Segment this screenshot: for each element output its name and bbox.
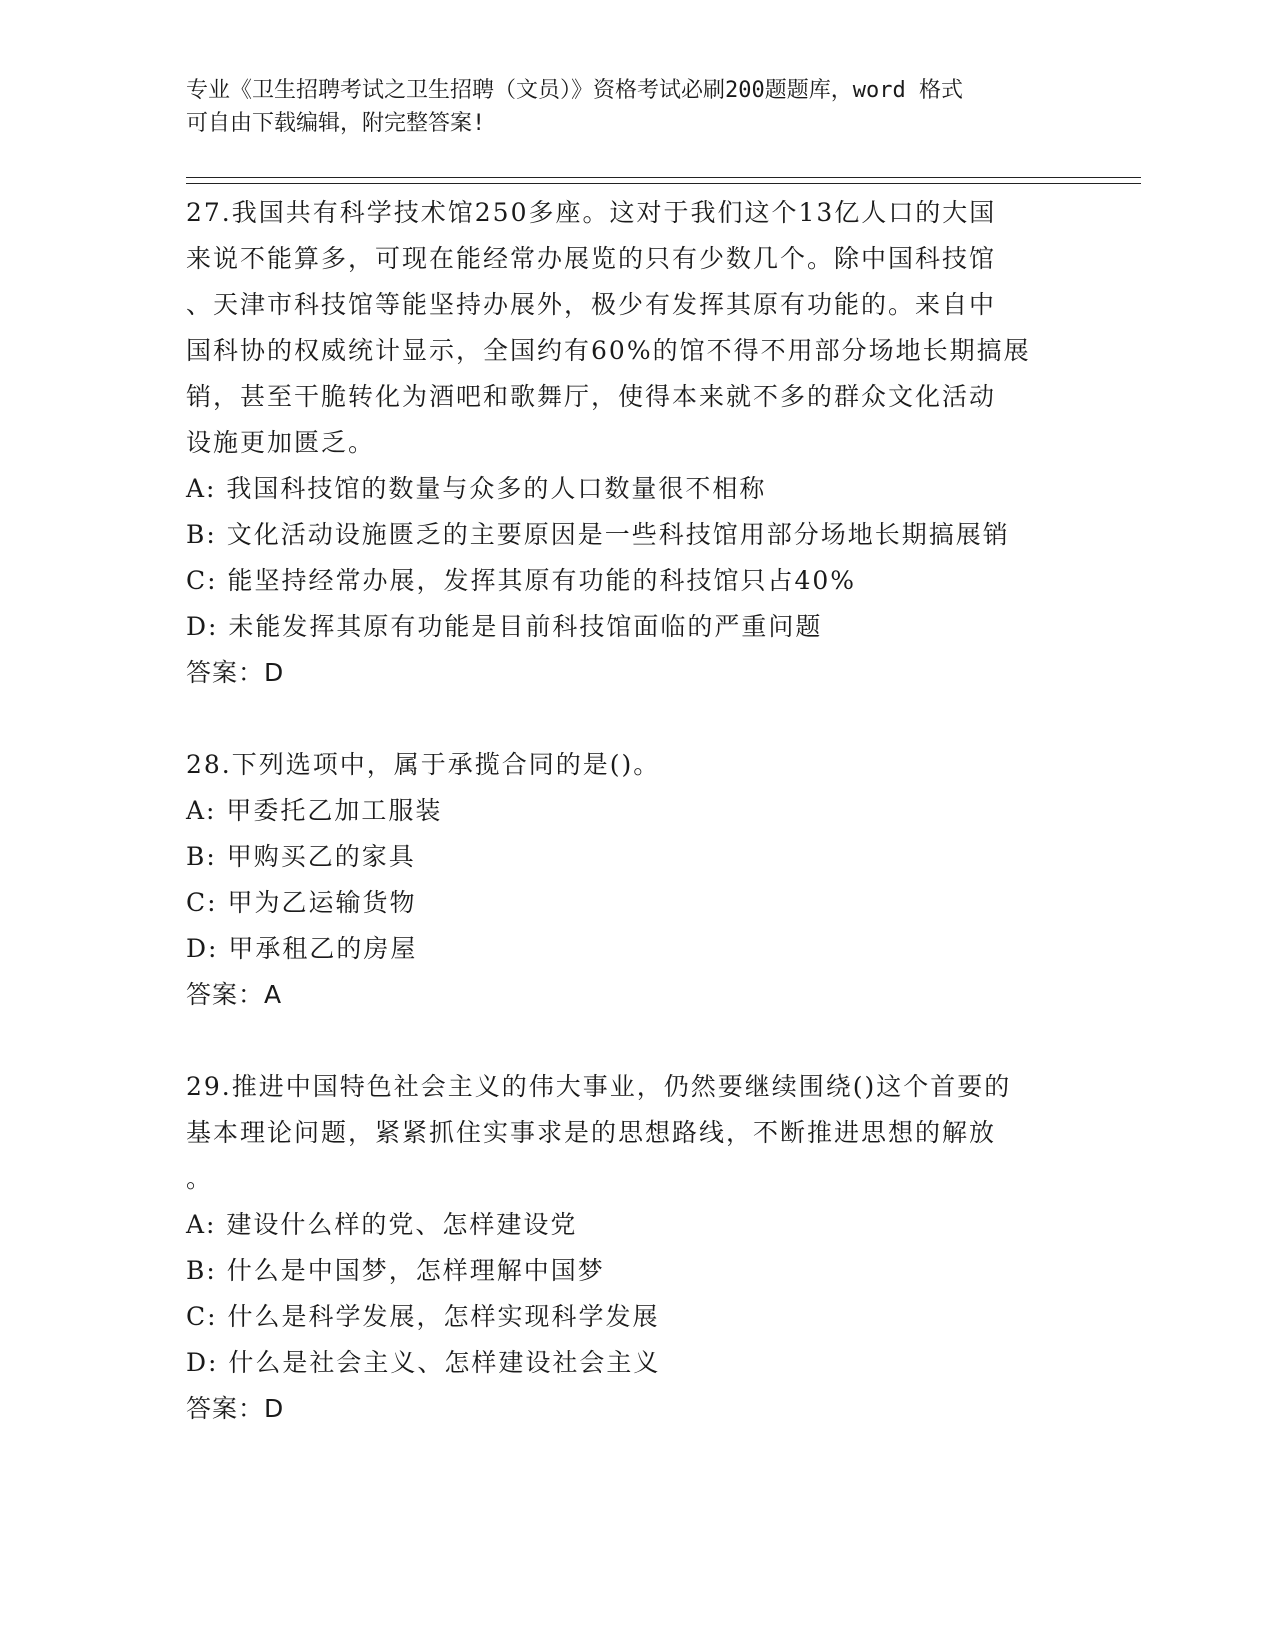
option-b: B: 文化活动设施匮乏的主要原因是一些科技馆用部分场地长期搞展销	[186, 520, 1010, 549]
answer-label: 答案：A	[186, 980, 283, 1009]
question-29	[186, 1064, 1086, 1432]
question-stem-line: 28.下列选项中，属于承揽合同的是()。	[186, 750, 661, 779]
question-spacer	[186, 696, 1086, 742]
question-stem-line: 设施更加匮乏。	[186, 428, 376, 457]
document-header	[186, 74, 1086, 140]
question-spacer	[186, 1018, 1086, 1064]
header-line-2: 可自由下载编辑，附完整答案!	[186, 111, 486, 136]
question-stem-line: 29.推进中国特色社会主义的伟大事业，仍然要继续围绕()这个首要的	[186, 1072, 1012, 1101]
answer-label: 答案：D	[186, 658, 285, 687]
question-28	[186, 742, 1086, 1018]
question-stem-line: 来说不能算多，可现在能经常办展览的只有少数几个。除中国科技馆	[186, 244, 997, 273]
question-stem-line: 、天津市科技馆等能坚持办展外，极少有发挥其原有功能的。来自中	[186, 290, 997, 319]
question-list	[186, 190, 1086, 1432]
option-d: D: 甲承租乙的房屋	[186, 934, 418, 963]
option-d: D: 未能发挥其原有功能是目前科技馆面临的严重问题	[186, 612, 823, 641]
option-c: C: 能坚持经常办展，发挥其原有功能的科技馆只占40%	[186, 566, 857, 595]
header-line-1: 专业《卫生招聘考试之卫生招聘（文员）》资格考试必刷200题题库，word 格式	[186, 78, 963, 103]
option-c: C: 甲为乙运输货物	[186, 888, 417, 917]
option-a: A: 我国科技馆的数量与众多的人口数量很不相称	[186, 474, 767, 503]
question-stem-line: 基本理论问题，紧紧抓住实事求是的思想路线，不断推进思想的解放	[186, 1118, 997, 1147]
option-a: A: 甲委托乙加工服装	[186, 796, 443, 825]
question-stem-line: 销，甚至干脆转化为酒吧和歌舞厅，使得本来就不多的群众文化活动	[186, 382, 997, 411]
option-d: D: 什么是社会主义、怎样建设社会主义	[186, 1348, 661, 1377]
answer-label: 答案：D	[186, 1394, 285, 1423]
option-b: B: 甲购买乙的家具	[186, 842, 416, 871]
question-27	[186, 190, 1086, 696]
option-a: A: 建设什么样的党、怎样建设党	[186, 1210, 578, 1239]
question-stem-line: 。	[186, 1164, 214, 1193]
question-stem-line: 27.我国共有科学技术馆250多座。这对于我们这个13亿人口的大国	[186, 198, 997, 227]
option-b: B: 什么是中国梦，怎样理解中国梦	[186, 1256, 605, 1285]
option-c: C: 什么是科学发展，怎样实现科学发展	[186, 1302, 660, 1331]
question-stem-line: 国科协的权威统计显示，全国约有60%的馆不得不用部分场地长期搞展	[186, 336, 1031, 365]
header-divider-bottom	[186, 183, 1141, 184]
header-divider-top	[186, 177, 1141, 178]
